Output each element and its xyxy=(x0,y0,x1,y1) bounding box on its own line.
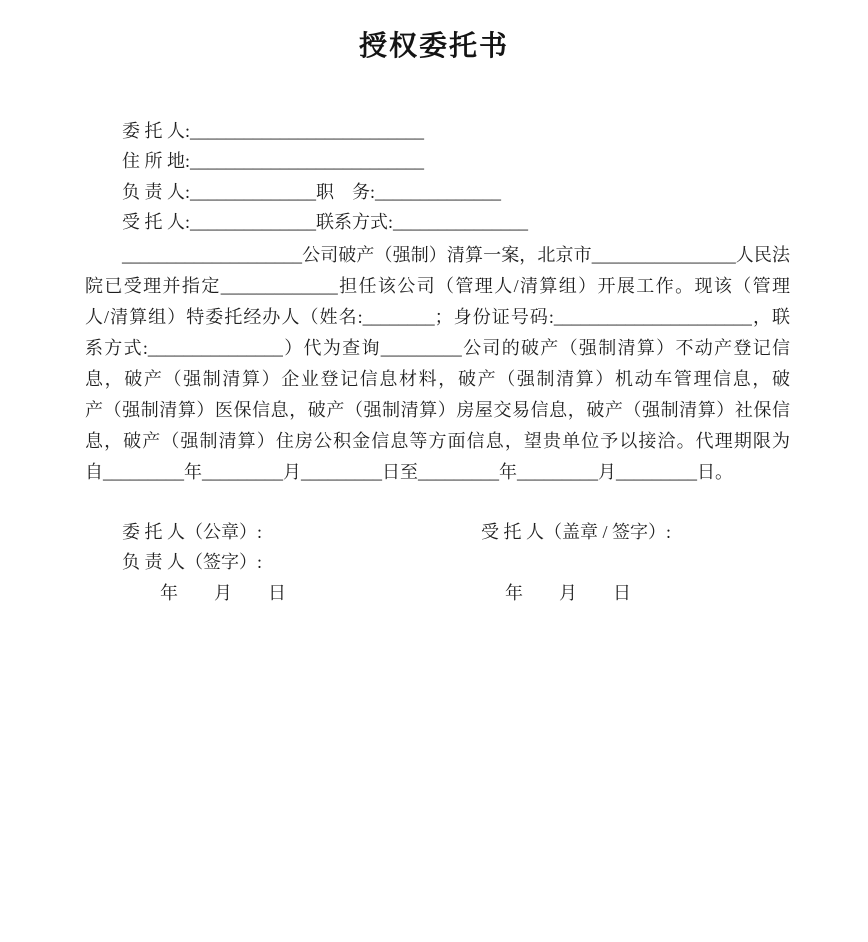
position-label: 职 务: xyxy=(316,181,376,202)
contact-label: 联系方式: xyxy=(316,212,394,233)
header-fields xyxy=(122,116,682,238)
residence-label: 住 所 地: xyxy=(122,151,191,172)
date-line-left: 年 月 日 xyxy=(160,583,286,603)
field-row-principal xyxy=(122,116,682,146)
authorization-paragraph xyxy=(85,240,790,488)
body-line: 院已受理并指定_____________担任该公司（管理人/清算组）开展工作。现该（管理 xyxy=(85,276,790,296)
body-line: 系方式:_______________）代为查询_________公司的破产（强制清算）不动产登记信 xyxy=(85,338,790,358)
body-line: ____________________公司破产（强制）清算一案，北京市________________人民法 xyxy=(122,245,790,265)
field-row-agent xyxy=(122,207,682,237)
agent-blank-line: ______________ xyxy=(190,212,317,233)
person-in-charge-label: 负 责 人: xyxy=(122,181,191,202)
position-blank-line: ______________ xyxy=(375,181,502,202)
principal-seal-label: 委 托 人（公章）: xyxy=(122,522,263,542)
contact-blank-line: _______________ xyxy=(393,212,529,233)
body-line-agency-term: 自_________年_________月_________日至_________年_________月_________日。 xyxy=(85,462,733,482)
field-row-residence xyxy=(122,146,682,176)
agent-label: 受 托 人: xyxy=(122,212,191,233)
residence-blank-line: __________________________ xyxy=(190,151,425,172)
field-row-person-in-charge xyxy=(122,177,682,207)
document-title: 授权委托书 xyxy=(358,31,509,62)
person-in-charge-sign-label: 负 责 人（签字）: xyxy=(122,552,263,572)
date-line-right: 年 月 日 xyxy=(505,583,631,603)
body-line: 息，破产（强制清算）企业登记信息材料，破产（强制清算）机动车管理信息，破 xyxy=(85,369,790,389)
body-line: 产（强制清算）医保信息，破产（强制清算）房屋交易信息，破产（强制清算）社保信 xyxy=(85,400,790,420)
body-line: 息，破产（强制清算）住房公积金信息等方面信息，望贵单位予以接洽。代理期限为 xyxy=(85,431,790,451)
agent-seal-sign-label: 受 托 人（盖章 / 签字）: xyxy=(481,522,672,542)
principal-label: 委 托 人: xyxy=(122,121,191,141)
body-line: 人/清算组）特委托经办人（姓名:________；身份证号码:______________________，联 xyxy=(85,307,790,327)
person-in-charge-blank-line: ______________ xyxy=(190,181,317,202)
principal-blank-line: __________________________ xyxy=(190,121,425,141)
